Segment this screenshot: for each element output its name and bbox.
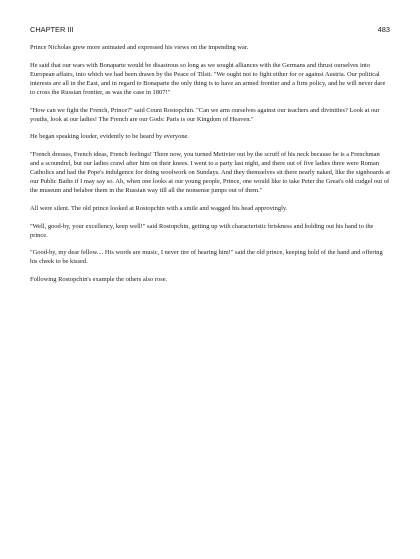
paragraph: Following Rostopchin's example the others also rose.: [30, 276, 168, 284]
paragraph: "Well, good-by, your excellency, keep well!" said Rostopchin, getting up with characteristic briskness and holding out his hand to the prince.: [30, 222, 374, 239]
paragraph: All were silent. The old prince looked at Rostopchin with a smile and wagged his head approvingly.: [30, 204, 288, 212]
paragraph: "How can we fight the French, Prince?" said Count Rostopchin. "Can we arm ourselves against our teachers and divinities? Look at our youths, look at our ladies! The French are our Gods: Paris is our Kingdom of Heaven.": [30, 106, 380, 123]
chapter-body: [30, 44, 390, 285]
book-page: [30, 25, 390, 294]
paragraph: "French dresses, French ideas, French feelings! There now, you turned Metivier out by the scruff of his neck because he is a Frenchman and a scoundrel, but our ladies crawl after him on their knees. I went to a party last night, and there out of five ladies three were Roman Catholics and had the Pope's indulgence for doing woolwork on Sundays. And they themselves sit there nearly naked, like the signboards at our Public Baths if I may say so. Ah, when one looks at our young people, Prince, one would like to take Peter the Great's old cudgel out of the museum and belabor them in the Russian way till all the nonsense jumps out of them.": [30, 151, 390, 194]
page-number: 483: [377, 25, 390, 34]
chapter-title: CHAPTER III: [30, 25, 74, 34]
paragraph: He said that our wars with Bonaparte would be disastrous so long as we sought alliances with the Germans and thrust ourselves into European affairs, into which we had been drawn by the Peace of Tilsit. "We ought not to fight either for or against Austria. Our political interests are all in the East, and in regard to Bonaparte the only thing is to have an armed frontier and a firm policy, and he will never dare to cross the Russian frontier, as was the case in 1807!": [30, 61, 386, 96]
paragraph: He began speaking louder, evidently to be heard by everyone.: [30, 133, 190, 141]
page-header: [30, 25, 390, 36]
paragraph: Prince Nicholas grew more animated and expressed his views on the impending war.: [30, 44, 249, 51]
paragraph: "Good-by, my dear fellow.... His words are music, I never tire of hearing him!" said the old prince, keeping hold of the hand and offering his cheek to be kissed.: [30, 249, 383, 266]
